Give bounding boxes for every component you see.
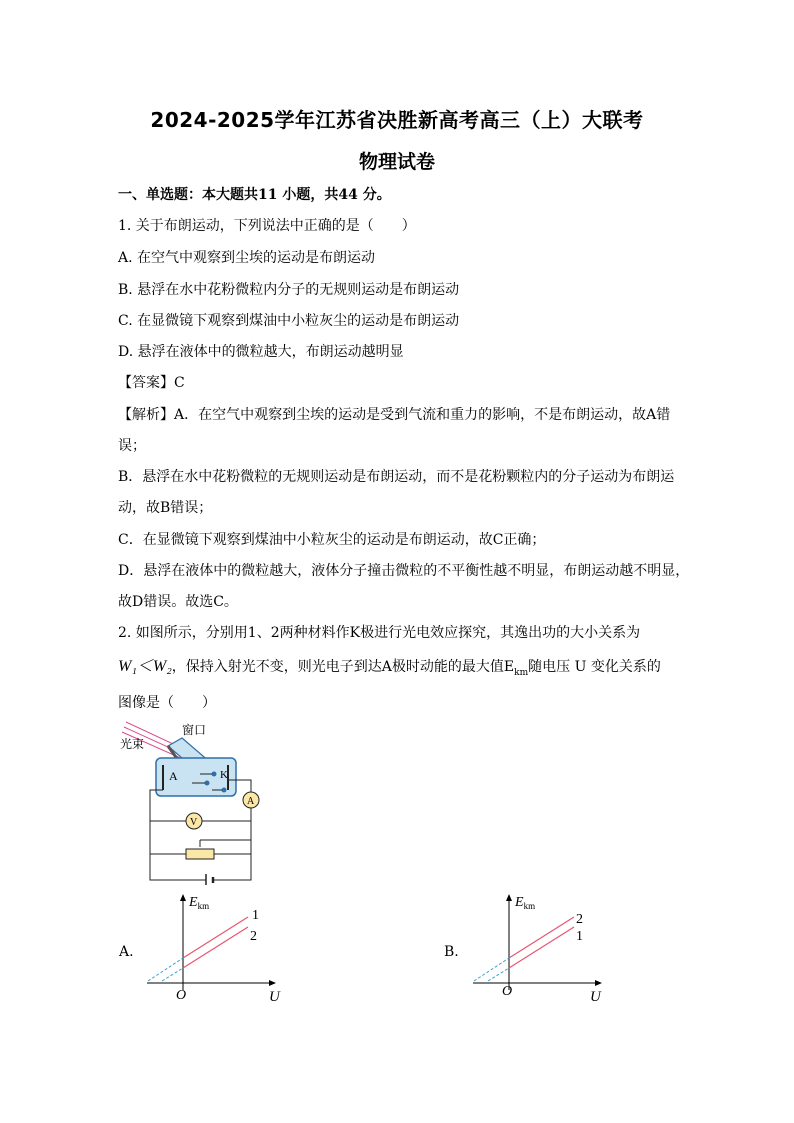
- q1-analysis-line: D．悬浮在液体中的微粒越大，液体分子撞击微粒的不平衡性越不明显，布朗运动越不明显，: [118, 563, 690, 579]
- line-1: [183, 917, 248, 958]
- origin-label: O: [176, 988, 187, 1003]
- q2-stem-line3: 图像是（ ）: [118, 695, 216, 711]
- line-label-lower: 2: [250, 929, 257, 944]
- y-axis-arrow: [506, 894, 512, 901]
- q1-analysis-line: B．悬浮在水中花粉微粒的无规则运动是布朗运动，而不是花粉颗粒内的分子运动为布朗运: [118, 469, 675, 485]
- electron: [212, 772, 217, 777]
- q1-answer: [118, 373, 185, 393]
- x-axis-arrow: [595, 980, 602, 986]
- cathode-label: K: [220, 769, 228, 781]
- analysis-text: A．在空气中观察到尘埃的运动是受到气流和重力的影响，不是布朗运动，故A错: [174, 407, 671, 423]
- line-label-upper: 1: [252, 908, 259, 923]
- electron: [205, 781, 210, 786]
- line-2: [509, 917, 574, 958]
- q1-option-b: B. 悬浮在水中花粉微粒内分子的无规则运动是布朗运动: [118, 282, 460, 298]
- line-label-upper: 2: [576, 912, 583, 927]
- ammeter-label: A: [247, 796, 255, 807]
- electron: [222, 788, 227, 793]
- photoelectric-apparatus-figure: [116, 720, 276, 885]
- line-2: [183, 927, 248, 968]
- y-axis-label: $E_{km}$: [515, 895, 536, 911]
- q1-option-d: D. 悬浮在液体中的微粒越大，布朗运动越明显: [118, 344, 404, 360]
- analysis-tag: 【解析】: [118, 407, 174, 423]
- x-axis-label: U: [590, 989, 601, 1005]
- circuit-wire: [214, 808, 251, 880]
- line-label-lower: 1: [576, 929, 583, 944]
- line-1: [509, 927, 574, 968]
- ekm-subscript: km: [514, 667, 529, 678]
- q1-analysis-line: 动，故B错误；: [118, 500, 213, 516]
- anode-label: A: [169, 769, 178, 783]
- graph-a: [142, 890, 292, 1005]
- origin-label: O: [502, 984, 513, 999]
- y-axis-label: $E_{km}$: [189, 895, 210, 911]
- x-axis-arrow: [269, 980, 276, 986]
- q1-analysis-line: 误；: [118, 438, 146, 454]
- graph-b: [468, 890, 618, 1005]
- y-axis-arrow: [180, 894, 186, 901]
- q1-analysis-line: C．在显微镜下观察到煤油中小粒灰尘的运动是布朗运动，故C正确；: [118, 532, 546, 548]
- q1-option-a: A. 在空气中观察到尘埃的运动是布朗运动: [118, 250, 376, 266]
- section-heading: 一、单选题：本大题共11 小题，共44 分。: [118, 187, 391, 203]
- graph-a-option-label: A.: [119, 944, 134, 960]
- q2-stem-line2: [118, 657, 661, 683]
- answer-tag: 【答案】: [118, 375, 174, 391]
- light-beam-label: 光束: [120, 737, 145, 751]
- q2-stem2-tail: 随电压 U 变化关系的: [528, 659, 661, 675]
- rheostat: [186, 849, 214, 859]
- graph-b-option-label: B.: [444, 944, 459, 960]
- answer-value: C: [174, 375, 185, 391]
- q2-stem: 2. 如图所示，分别用1、2两种材料作K极进行光电效应探究，其逸出功的大小关系为: [118, 625, 641, 641]
- exam-subtitle: 物理试卷: [358, 151, 435, 173]
- q1-stem: 1. 关于布朗运动，下列说法中正确的是（ ）: [118, 218, 416, 234]
- window-label: 窗口: [182, 723, 207, 737]
- q1-analysis-line: [118, 405, 670, 425]
- circuit-wire: [150, 790, 206, 880]
- q1-option-c: C. 在显微镜下观察到煤油中小粒灰尘的运动是布朗运动: [118, 313, 460, 329]
- exam-title: 2024-2025学年江苏省决胜新高考高三（上）大联考: [150, 108, 644, 132]
- voltmeter-label: V: [190, 817, 198, 828]
- q1-analysis-line: 故D错误。故选C。: [118, 594, 238, 610]
- work-function-relation: W₁＜W₂: [118, 658, 172, 675]
- x-axis-label: U: [269, 989, 280, 1005]
- extrapolation-line-1: [474, 958, 509, 981]
- extrapolation-line-1: [148, 958, 183, 981]
- q2-stem2: ，保持入射光不变，则光电子到达A极时动能的最大值E: [171, 659, 515, 675]
